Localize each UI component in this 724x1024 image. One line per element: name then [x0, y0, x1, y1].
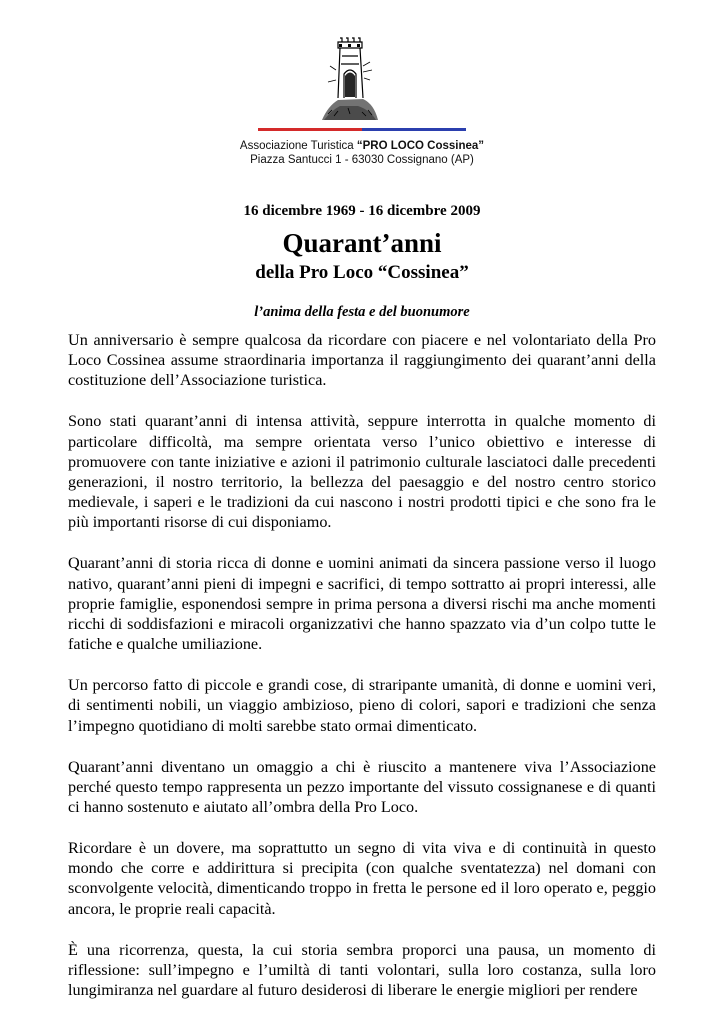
body-paragraph: Quarant’anni di storia ricca di donne e uomini animati da sincera passione verso il luogo nativo, quarant’anni pieni di impegni e sacrifici, di tempo sottratto ai propri interessi, alle proprie famiglie, esponendosi sempre in prima persona a diversi rischi ma anche momenti ricchi di soddisfazioni e miracoli organizzativi che hanno spazzato via d’un colpo tutte le fatiche e qualche umiliazione. [68, 554, 656, 654]
letterhead-rule-blue [362, 128, 466, 131]
association-address: Piazza Santucci 1 - 63030 Cossignano (AP) [250, 154, 474, 166]
anniversary-dates: 16 dicembre 1969 - 16 dicembre 2009 [243, 203, 481, 219]
document-title: Quarant’anni [282, 228, 442, 258]
body-paragraph: Quarant’anni diventano un omaggio a chi è riuscito a mantenere viva l’Associazione perché questo tempo rappresenta un pezzo importante del vissuto cossignanese e di quanti ci hanno sostenuto e aiutato all’ombra della Pro Loco. [68, 757, 656, 817]
body-paragraph: Un percorso fatto di piccole e grandi cose, di straripante umanità, di donne e uomini veri, di sentimenti nobili, un viaggio ambizioso, pieno di colori, sapori e tradizioni che senza l’impegno quotidiano di molti sarebbe stato ormai dimenticato. [68, 676, 656, 735]
letterhead-rule-red [258, 128, 362, 131]
document-body [68, 330, 656, 1021]
document-subtitle: della Pro Loco “Cossinea” [255, 262, 469, 283]
association-prefix: Associazione Turistica [239, 140, 357, 152]
body-paragraph: È una ricorrenza, questa, la cui storia sembra proporci una pausa, un momento di riflessione: sull’impegno e l’umiltà di tanti volontari, sulla loro costanza, sulla loro lungimiranza nel guardare al futuro desiderosi di liberare le energie migliori per rendere [68, 940, 656, 1000]
body-paragraph: Un anniversario è sempre qualcosa da ricordare con piacere e nel volontariato della Pro Loco Cossinea assume straordinaria importanza il raggiungimento dei quarant’anni della costituzione dell’Associazione turistica. [68, 331, 656, 390]
association-name: “PRO LOCO Cossinea” [356, 140, 485, 152]
association-line [0, 140, 724, 152]
tower-logo-icon [318, 36, 380, 122]
document-motto: l’anima della festa e del buonumore [254, 304, 470, 320]
body-paragraph: Sono stati quarant’anni di intensa attività, seppure interrotta in qualche momento di particolare difficoltà, ma sempre orientata verso l’unico obiettivo e interesse di promuovere con tante iniziative e azioni il patrimonio culturale lasciatoci dalle precedenti generazioni, il nostro territorio, la bellezza del paesaggio e del nostro centro storico medievale, i saperi e le tradizioni da cui nascono i nostri prodotti tipici e che sono fra le più importanti risorse di cui disponiamo. [68, 412, 656, 532]
body-paragraph: Ricordare è un dovere, ma soprattutto un segno di vita viva e di continuità in questo mondo che corre e addirittura si precipita (con qualche sventatezza) nel domani con sconvolgente velocità, dimenticando troppo in fretta le persone ed il loro operato e, peggio ancora, le proprie reali capacità. [68, 839, 656, 918]
